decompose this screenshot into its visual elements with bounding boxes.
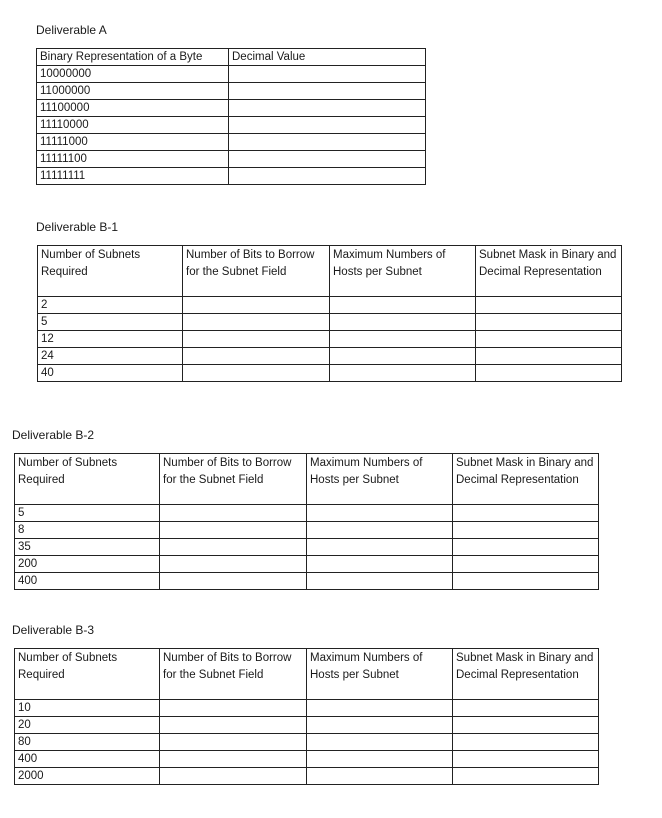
max-hosts-cell[interactable] xyxy=(307,539,453,556)
bits-to-borrow-cell[interactable] xyxy=(160,539,307,556)
subnet-mask-cell[interactable] xyxy=(476,297,622,314)
bits-to-borrow-cell[interactable] xyxy=(183,297,330,314)
decimal-value-cell[interactable] xyxy=(229,117,426,134)
subnets-required-cell: 12 xyxy=(38,331,183,348)
bits-to-borrow-cell[interactable] xyxy=(183,314,330,331)
subnets-required-cell: 8 xyxy=(15,522,160,539)
binary-cell: 11000000 xyxy=(37,83,229,100)
bits-to-borrow-cell[interactable] xyxy=(160,522,307,539)
table-row xyxy=(38,314,622,331)
subnet-mask-cell[interactable] xyxy=(453,700,599,717)
header-subnet-mask: Subnet Mask in Binary and Decimal Representation xyxy=(453,649,599,700)
table-row xyxy=(15,768,599,785)
bits-to-borrow-cell[interactable] xyxy=(160,751,307,768)
max-hosts-cell[interactable] xyxy=(330,297,476,314)
header-max-hosts: Maximum Numbers of Hosts per Subnet xyxy=(330,246,476,297)
max-hosts-cell[interactable] xyxy=(307,556,453,573)
table-row xyxy=(38,297,622,314)
subnets-required-cell: 40 xyxy=(38,365,183,382)
decimal-value-cell[interactable] xyxy=(229,151,426,168)
table-row xyxy=(15,751,599,768)
max-hosts-cell[interactable] xyxy=(307,522,453,539)
subnets-required-cell: 200 xyxy=(15,556,160,573)
subnets-required-cell: 400 xyxy=(15,573,160,590)
table-row xyxy=(37,151,426,168)
bits-to-borrow-cell[interactable] xyxy=(160,505,307,522)
subnets-required-cell: 5 xyxy=(15,505,160,522)
decimal-value-cell[interactable] xyxy=(229,66,426,83)
table-row xyxy=(15,700,599,717)
table-row xyxy=(38,331,622,348)
binary-cell: 11110000 xyxy=(37,117,229,134)
table-row xyxy=(15,522,599,539)
header-subnets-required: Number of Subnets Required xyxy=(15,454,160,505)
header-subnet-mask: Subnet Mask in Binary and Decimal Representation xyxy=(453,454,599,505)
table-row xyxy=(15,556,599,573)
subnet-mask-cell[interactable] xyxy=(453,734,599,751)
max-hosts-cell[interactable] xyxy=(307,700,453,717)
table-header-row xyxy=(38,246,622,297)
header-subnets-required: Number of Subnets Required xyxy=(15,649,160,700)
subnets-required-cell: 24 xyxy=(38,348,183,365)
decimal-value-cell[interactable] xyxy=(229,134,426,151)
max-hosts-cell[interactable] xyxy=(307,505,453,522)
bits-to-borrow-cell[interactable] xyxy=(160,734,307,751)
max-hosts-cell[interactable] xyxy=(307,768,453,785)
table-header-row xyxy=(15,454,599,505)
bits-to-borrow-cell[interactable] xyxy=(160,556,307,573)
deliverable-b1-heading: Deliverable B-1 xyxy=(36,220,119,234)
subnet-mask-cell[interactable] xyxy=(453,522,599,539)
table-row xyxy=(15,539,599,556)
table-row xyxy=(38,365,622,382)
table-row xyxy=(15,717,599,734)
deliverable-b2-heading: Deliverable B-2 xyxy=(12,428,95,442)
subnet-mask-cell[interactable] xyxy=(453,768,599,785)
table-row xyxy=(15,573,599,590)
binary-cell: 11100000 xyxy=(37,100,229,117)
table-row xyxy=(37,134,426,151)
deliverable-b3-heading: Deliverable B-3 xyxy=(12,623,95,637)
bits-to-borrow-cell[interactable] xyxy=(160,768,307,785)
max-hosts-cell[interactable] xyxy=(330,331,476,348)
subnets-required-cell: 2 xyxy=(38,297,183,314)
header-bits-to-borrow: Number of Bits to Borrow for the Subnet Field xyxy=(160,649,307,700)
subnets-required-cell: 400 xyxy=(15,751,160,768)
deliverable-b3-table xyxy=(14,648,599,785)
table-row xyxy=(37,83,426,100)
bits-to-borrow-cell[interactable] xyxy=(183,331,330,348)
table-header-row xyxy=(37,49,426,66)
bits-to-borrow-cell[interactable] xyxy=(183,348,330,365)
table-header-row xyxy=(15,649,599,700)
subnets-required-cell: 10 xyxy=(15,700,160,717)
bits-to-borrow-cell[interactable] xyxy=(160,573,307,590)
header-binary-representation: Binary Representation of a Byte xyxy=(37,49,229,66)
subnet-mask-cell[interactable] xyxy=(453,556,599,573)
subnets-required-cell: 5 xyxy=(38,314,183,331)
deliverable-b1-table xyxy=(37,245,622,382)
table-row xyxy=(37,66,426,83)
table-row xyxy=(38,348,622,365)
header-decimal-value: Decimal Value xyxy=(229,49,426,66)
binary-cell: 11111111 xyxy=(37,168,229,185)
table-row xyxy=(15,505,599,522)
deliverable-a-table xyxy=(36,48,426,185)
max-hosts-cell[interactable] xyxy=(307,573,453,590)
decimal-value-cell[interactable] xyxy=(229,83,426,100)
table-row xyxy=(37,168,426,185)
subnets-required-cell: 80 xyxy=(15,734,160,751)
deliverable-b2-table xyxy=(14,453,599,590)
max-hosts-cell[interactable] xyxy=(307,717,453,734)
bits-to-borrow-cell[interactable] xyxy=(183,365,330,382)
decimal-value-cell[interactable] xyxy=(229,100,426,117)
subnet-mask-cell[interactable] xyxy=(476,331,622,348)
subnet-mask-cell[interactable] xyxy=(476,348,622,365)
binary-cell: 10000000 xyxy=(37,66,229,83)
subnet-mask-cell[interactable] xyxy=(453,539,599,556)
subnet-mask-cell[interactable] xyxy=(453,751,599,768)
subnets-required-cell: 20 xyxy=(15,717,160,734)
max-hosts-cell[interactable] xyxy=(307,734,453,751)
bits-to-borrow-cell[interactable] xyxy=(160,717,307,734)
header-subnets-required: Number of Subnets Required xyxy=(38,246,183,297)
subnet-mask-cell[interactable] xyxy=(476,314,622,331)
subnet-mask-cell[interactable] xyxy=(476,365,622,382)
max-hosts-cell[interactable] xyxy=(330,365,476,382)
table-row xyxy=(15,734,599,751)
subnets-required-cell: 35 xyxy=(15,539,160,556)
max-hosts-cell[interactable] xyxy=(330,348,476,365)
binary-cell: 11111000 xyxy=(37,134,229,151)
header-max-hosts: Maximum Numbers of Hosts per Subnet xyxy=(307,649,453,700)
table-row xyxy=(37,117,426,134)
header-bits-to-borrow: Number of Bits to Borrow for the Subnet Field xyxy=(160,454,307,505)
deliverable-a-heading: Deliverable A xyxy=(36,23,107,37)
table-row xyxy=(37,100,426,117)
header-subnet-mask: Subnet Mask in Binary and Decimal Representation xyxy=(476,246,622,297)
header-bits-to-borrow: Number of Bits to Borrow for the Subnet Field xyxy=(183,246,330,297)
subnets-required-cell: 2000 xyxy=(15,768,160,785)
binary-cell: 11111100 xyxy=(37,151,229,168)
subnet-mask-cell[interactable] xyxy=(453,573,599,590)
decimal-value-cell[interactable] xyxy=(229,168,426,185)
max-hosts-cell[interactable] xyxy=(330,314,476,331)
header-max-hosts: Maximum Numbers of Hosts per Subnet xyxy=(307,454,453,505)
subnet-mask-cell[interactable] xyxy=(453,717,599,734)
max-hosts-cell[interactable] xyxy=(307,751,453,768)
bits-to-borrow-cell[interactable] xyxy=(160,700,307,717)
subnet-mask-cell[interactable] xyxy=(453,505,599,522)
